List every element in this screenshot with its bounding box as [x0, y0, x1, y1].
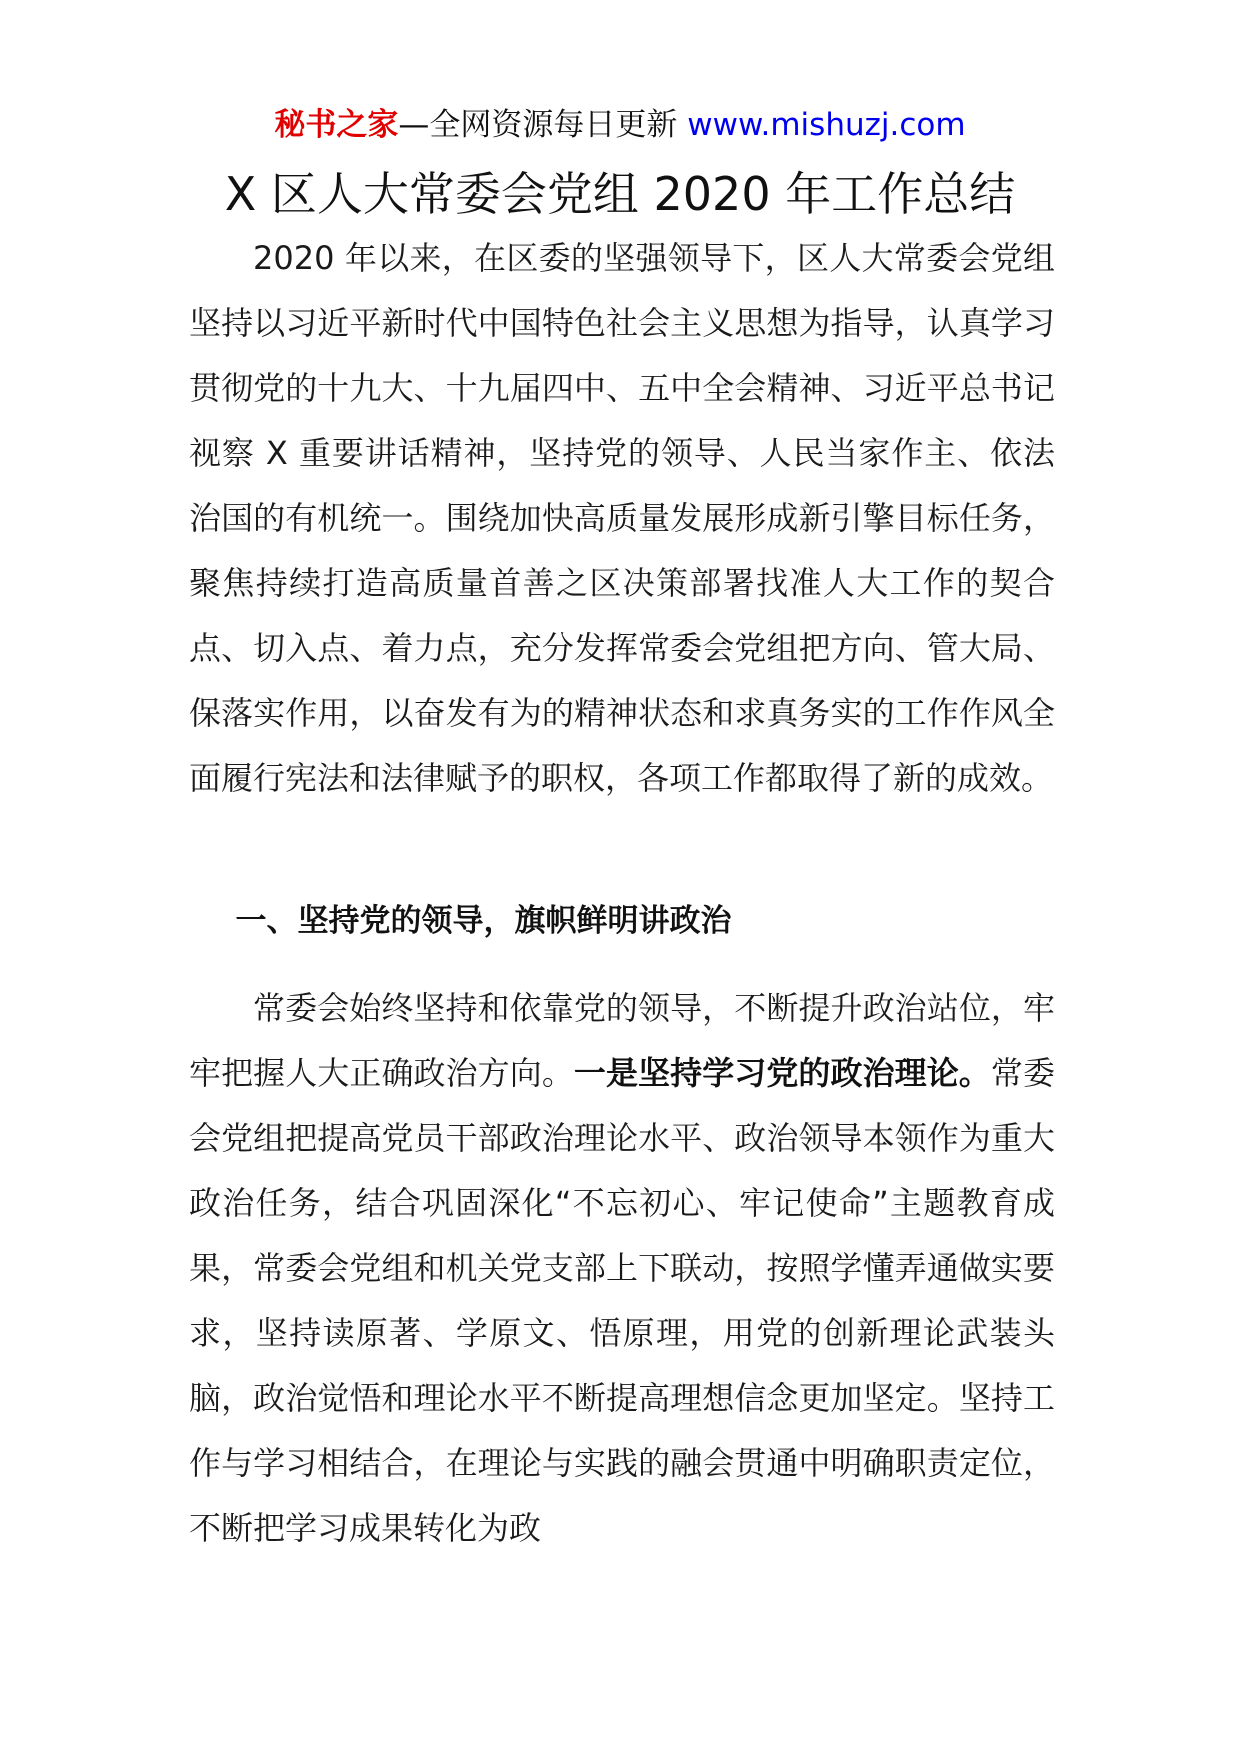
- brand-name: 秘书之家: [274, 107, 399, 143]
- paragraph-lead-text: 常委会始终坚持和依靠党的领导，不断提升政治站位，牢牢把握人大正确政治方向。: [189, 989, 1055, 1092]
- intro-paragraph: 2020 年以来，在区委的坚强领导下，区人大常委会党组坚持以习近平新时代中国特色社会主义思想为指导，认真学习贯彻党的十九大、十九届四中、五中全会精神、习近平总书记视察 X 重要讲话精神，坚持党的领导、人民当家作主、依法治国的有机统一。围绕加快高质量发展形成新引擎目标任务，聚焦持续打造高质量首善之区决策部署找准人大工作的契合点、切入点、着力点，充分发挥常委会党组把方向、管大局、保落实作用，以奋发有为的精神状态和求真务实的工作作风全面履行宪法和法律赋予的职权，各项工作都取得了新的成效。: [189, 239, 1055, 797]
- paragraph-continued-text: 常委会党组把提高党员干部政治理论水平、政治领导本领作为重大政治任务，结合巩固深化“不忘初心、牢记使命”主题教育成果，常委会党组和机关党支部上下联动，按照学懂弄通做实要求，坚持读原著、学原文、悟原理，用党的创新理论武装头脑，政治觉悟和理论水平不断提高理想信念更加坚定。坚持工作与学习相结合，在理论与实践的融会贯通中明确职责定位，不断把学习成果转化为政: [189, 1054, 1055, 1547]
- document-title: X 区人大常委会党组 2020 年工作总结: [224, 167, 1016, 221]
- site-header: [0, 104, 1240, 146]
- section-1-paragraph: [189, 976, 1055, 1561]
- section-heading-1: 一、坚持党的领导，旗帜鲜明讲政治: [235, 903, 732, 939]
- paragraph-bold-point: 一是坚持学习党的政治理论。: [573, 1054, 991, 1092]
- site-url-link[interactable]: www.mishuzj.com: [687, 107, 966, 143]
- header-tagline: —全网资源每日更新: [398, 107, 678, 143]
